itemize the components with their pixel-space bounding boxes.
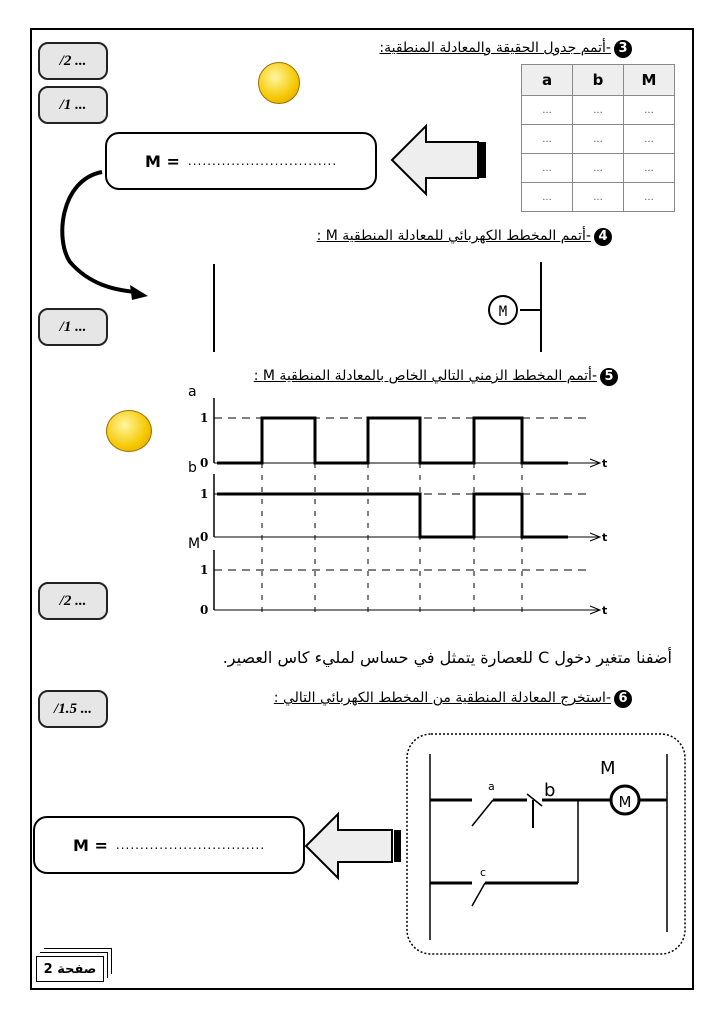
contact-a-label: a xyxy=(488,780,495,793)
curved-arrow xyxy=(62,172,135,292)
ytick-label: 0 xyxy=(200,530,209,544)
q6-answer-box[interactable] xyxy=(33,816,305,874)
signal-label: b xyxy=(188,460,197,476)
timing-diagram xyxy=(188,384,607,617)
cell[interactable]: ... xyxy=(573,183,624,212)
signal-waveform-b xyxy=(217,494,568,537)
answer-label: M = xyxy=(145,151,180,171)
circuit-frame xyxy=(407,734,685,954)
left-arrow-icon-q6 xyxy=(306,814,401,878)
left-arrow-icon-q3 xyxy=(392,126,486,194)
motor-symbol-label: M xyxy=(618,793,632,811)
contact-b-label: b xyxy=(544,780,556,801)
q4-title: 4-أتمم المخطط الكهربائي للمعادلة المنطقية M : xyxy=(317,228,612,246)
ytick-label: 1 xyxy=(200,487,209,501)
header-b: b xyxy=(573,65,624,96)
cell[interactable]: ... xyxy=(522,96,573,125)
cell[interactable]: ... xyxy=(624,183,675,212)
cell[interactable]: ... xyxy=(522,183,573,212)
ytick-label: 1 xyxy=(200,563,209,577)
signal-waveform-a xyxy=(217,418,568,463)
q3-title: 3-أتمم جدول الحقيقة والمعادلة المنطقية: xyxy=(379,40,632,58)
header-m: M xyxy=(624,65,675,96)
score-box-q3-table: /2 ... xyxy=(38,42,108,80)
cell[interactable]: ... xyxy=(522,125,573,154)
cell[interactable]: ... xyxy=(573,125,624,154)
ytick-label: 1 xyxy=(200,411,209,425)
ytick-label: 0 xyxy=(200,603,209,617)
signal-label: a xyxy=(188,384,197,400)
cell[interactable]: ... xyxy=(573,154,624,183)
motor-name-label: M xyxy=(600,758,616,779)
q6-title: 6-استخرج المعادلة المنطقية من المخطط الكهربائي التالي : xyxy=(274,690,632,708)
cell[interactable]: ... xyxy=(624,96,675,125)
score-box-q5: /2 ... xyxy=(38,582,108,620)
cell[interactable]: ... xyxy=(522,154,573,183)
cell[interactable]: ... xyxy=(573,96,624,125)
score-box-q3-equation: /1 ... xyxy=(38,86,108,124)
intro-sentence: أضفنا متغير دخول C للعصارة يتمثل في حساس لمليء كاس العصير. xyxy=(222,648,672,667)
contact-c-label: c xyxy=(480,866,487,879)
signal-label: M xyxy=(188,536,201,552)
answer-blank[interactable]: ............................... xyxy=(115,838,266,852)
answer-blank[interactable]: ............................... xyxy=(187,154,338,168)
x-axis-label: t xyxy=(602,457,608,470)
cell[interactable]: ... xyxy=(624,154,675,183)
q5-title: 5-أتمم المخطط الزمني التالي الخاص بالمعادلة المنطقية M : xyxy=(254,368,618,386)
score-box-q4: /1 ... xyxy=(38,308,108,346)
ytick-label: 0 xyxy=(200,456,209,470)
cell[interactable]: ... xyxy=(624,125,675,154)
answer-label: M = xyxy=(73,835,108,855)
motor-label: M xyxy=(498,304,508,320)
x-axis-label: t xyxy=(602,604,608,617)
x-axis-label: t xyxy=(602,531,608,544)
header-a: a xyxy=(522,65,573,96)
score-box-q6: /1.5 ... xyxy=(38,690,108,728)
page-number-badge: صفحة 2 xyxy=(36,956,104,982)
